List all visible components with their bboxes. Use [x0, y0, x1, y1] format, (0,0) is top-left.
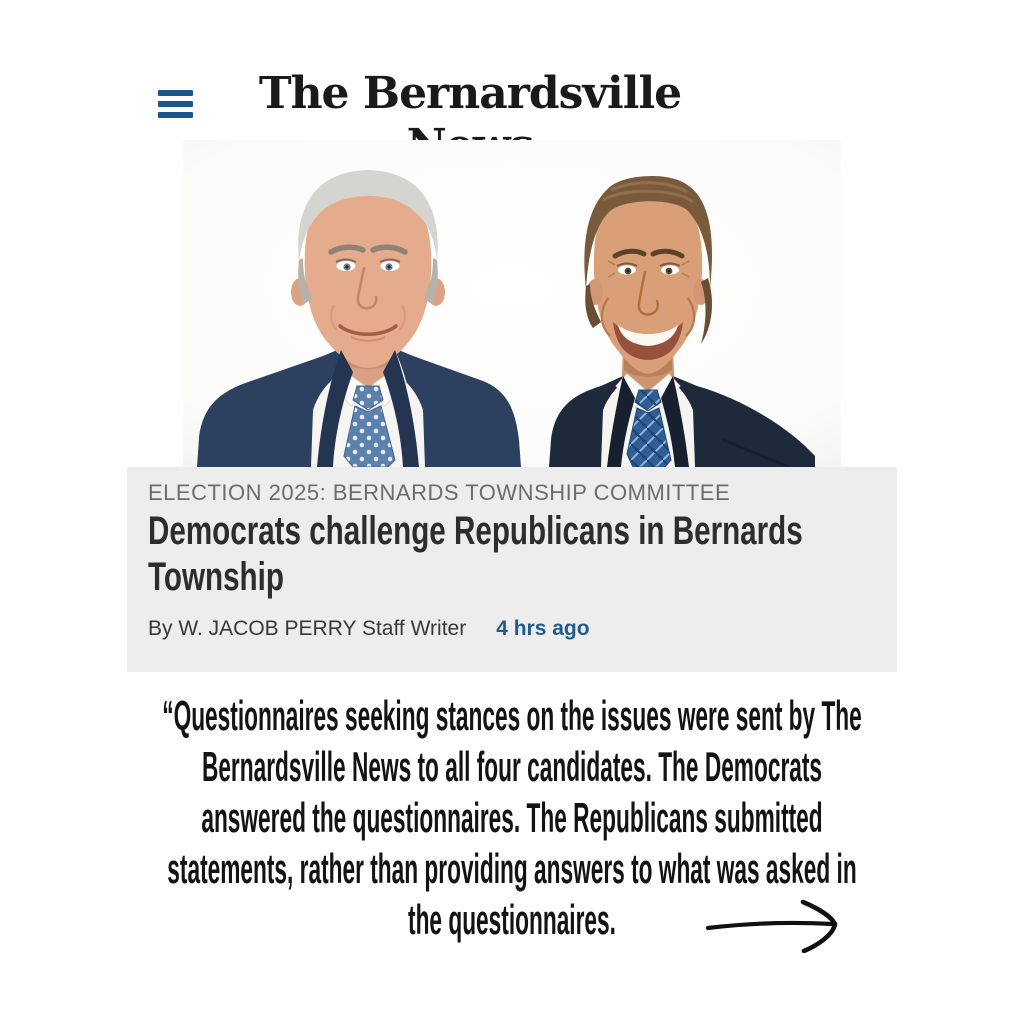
hamburger-bar — [158, 90, 193, 96]
headline: Democrats challenge Republicans in Bernards Township — [148, 509, 803, 599]
hand-drawn-right-arrow-icon — [700, 897, 858, 953]
byline: By W. JACOB PERRY Staff Writer — [148, 617, 467, 640]
timestamp: 4 hrs ago — [496, 617, 590, 640]
quote-text: “Questionnaires seeking stances on the issues were sent by The Bernardsville News to all four candidates. The Democrats answered the questionnaires. The Republicans submitted statements, rather than providing answers to what was asked in the questionnaires. — [162, 692, 862, 943]
category-label: ELECTION 2025: BERNARDS TOWNSHIP COMMITTEE — [148, 480, 731, 505]
hamburger-icon[interactable] — [158, 90, 194, 118]
candidates-illustration — [183, 140, 841, 467]
masthead-title[interactable]: The Bernardsville — [258, 68, 682, 119]
hamburger-bar — [158, 101, 193, 107]
hamburger-bar — [158, 112, 193, 118]
byline-row — [148, 617, 590, 641]
article-header-card — [127, 467, 897, 672]
article-photo — [183, 140, 841, 467]
